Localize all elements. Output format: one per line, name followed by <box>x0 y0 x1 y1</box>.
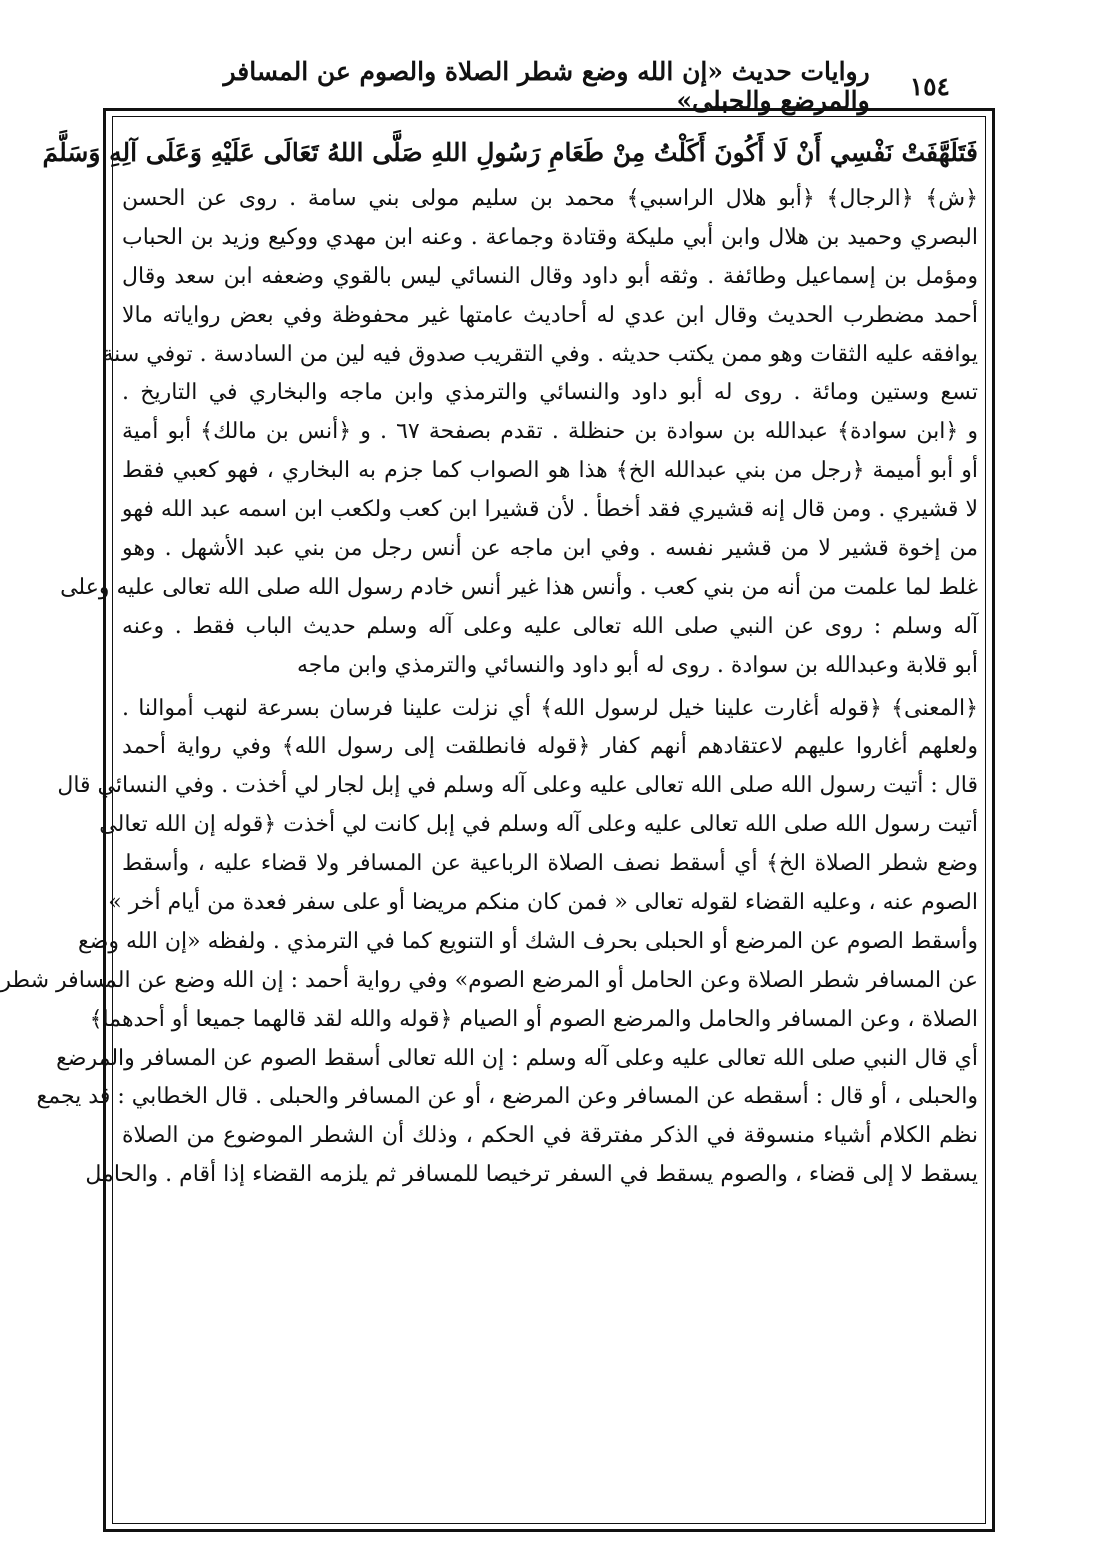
hadith-text-line: فَتَلَهَّفَتْ نَفْسِي أَنْ لَا أَكُونَ أَكَلْتُ مِنْ طَعَامِ رَسُولِ اللهِ صَلَّى اللهُ تَعَالَى عَلَيْهِ وَعَلَى آلِهِ وَسَلَّمَ <box>42 138 978 167</box>
text-line: أو أبو أميمة ﴿رجل من بني عبدالله الخ﴾ هذا هو الصواب كما جزم به البخاري ، فهو كعبي فقط <box>122 458 978 484</box>
page-number: ١٥٤ <box>909 71 950 101</box>
page-header <box>150 57 950 115</box>
text-line: آله وسلم : روى عن النبي صلى الله تعالى عليه وعلى آله وسلم حديث الباب فقط . وعنه <box>122 613 978 639</box>
text-line: الصوم عنه ، وعليه القضاء لقوله تعالى « فمن كان منكم مريضا أو على سفر فعدة من أيام أخر » <box>108 890 978 916</box>
text-line: عن المسافر شطر الصلاة وعن الحامل أو المرضع الصوم» وفي رواية أحمد : إن الله وضع عن المسافر شطر <box>0 967 978 993</box>
text-line: تسع وستين ومائة . روى له أبو داود والنسائي والترمذي وابن ماجه والبخاري في التاريخ . <box>122 380 978 406</box>
text-line: و ﴿ابن سوادة﴾ عبدالله بن سوادة بن حنظلة . تقدم بصفحة ٦٧ . و ﴿أنس بن مالك﴾ أبو أمية <box>122 419 978 445</box>
text-line: ولعلهم أغاروا عليهم لاعتقادهم أنهم كفار ﴿قوله فانطلقت إلى رسول الله﴾ وفي رواية أحمد <box>122 734 978 760</box>
text-line: البصري وحميد بن هلال وابن أبي مليكة وقتادة وجماعة . وعنه ابن مهدي ووكيع وزيد بن الحباب <box>122 224 978 250</box>
text-line: أبو قلابة وعبدالله بن سوادة . روى له أبو داود والنسائي والترمذي وابن ماجه <box>296 652 978 678</box>
text-line: أحمد مضطرب الحديث وقال ابن عدي له أحاديث عامتها غير محفوظة وفي بعض رواياته مالا <box>122 302 978 328</box>
text-line: وأسقط الصوم عن المرضع أو الحبلى بحرف الشك أو التنويع كما في الترمذي . ولفظه «إن الله وضع <box>78 928 978 954</box>
text-line: الصلاة ، وعن المسافر والحامل والمرضع الصوم أو الصيام ﴿قوله والله لقد قالهما جميعا أو أحدهما﴾ <box>89 1006 978 1032</box>
text-line: نظم الكلام أشياء منسوقة في الذكر مفترقة في الحكم ، وذلك أن الشطر الموضوع من الصلاة <box>122 1123 978 1149</box>
text-line: أتيت رسول الله صلى الله تعالى عليه وعلى آله وسلم في إبل كانت لي أخذت ﴿قوله إن الله تعالى <box>99 812 978 838</box>
text-line: لا قشيري . ومن قال إنه قشيري فقد أخطأ . لأن قشيرا ابن كعب ولكعب ابن اسمه عبد الله فهو <box>121 497 978 523</box>
page-body <box>0 126 978 1195</box>
text-line: ﴿ش﴾ ﴿الرجال﴾ ﴿أبو هلال الراسبي﴾ محمد بن سليم مولى بني سامة . روى عن الحسن <box>122 186 978 211</box>
text-line: من إخوة قشير لا من قشير نفسه . وفي ابن ماجه عن أنس رجل من بني عبد الأشهل . وهو <box>122 536 978 562</box>
text-line: يسقط لا إلى قضاء ، والصوم يسقط في السفر ترخيصا للمسافر ثم يلزمه القضاء إذا أقام . والحامل <box>85 1162 978 1188</box>
text-line: قال : أتيت رسول الله صلى الله تعالى عليه وعلى آله وسلم في إبل لجار لي أخذت . وفي النسائي قال <box>57 773 978 799</box>
running-title: روايات حديث «إن الله وضع شطر الصلاة والصوم عن المسافر والمرضع والحبلى» <box>223 57 870 115</box>
narrators-section <box>60 180 978 686</box>
text-line: يوافقه عليه الثقات وهو ممن يكتب حديثه . وفي التقريب صدوق فيه لين من السادسة . توفي سنة <box>102 341 978 367</box>
text-line: غلط لما علمت من أنه من بني كعب . وأنس هذا غير أنس خادم رسول الله صلى الله تعالى عليه وعلى <box>60 574 978 600</box>
text-line: ومؤمل بن إسماعيل وطائفة . وثقه أبو داود وقال النسائي ليس بالقوي وضعفه ابن سعد وقال <box>122 263 978 289</box>
text-line: ﴿المعنى﴾ ﴿قوله أغارت علينا خيل لرسول الله﴾ أي نزلت علينا فرسان بسرعة لنهب أموالنا . <box>122 695 978 721</box>
meaning-section <box>0 690 978 1196</box>
text-line: وضع شطر الصلاة الخ﴾ أي أسقط نصف الصلاة الرباعية عن المسافر ولا قضاء عليه ، وأسقط <box>122 851 978 877</box>
text-line: أي قال النبي صلى الله تعالى عليه وعلى آله وسلم : إن الله تعالى أسقط الصوم عن المسافر والمرضع <box>56 1045 978 1071</box>
text-line: والحبلى ، أو قال : أسقطه عن المسافر وعن المرضع ، أو عن المسافر والحبلى . قال الخطابي : قد يجمع <box>36 1084 978 1110</box>
